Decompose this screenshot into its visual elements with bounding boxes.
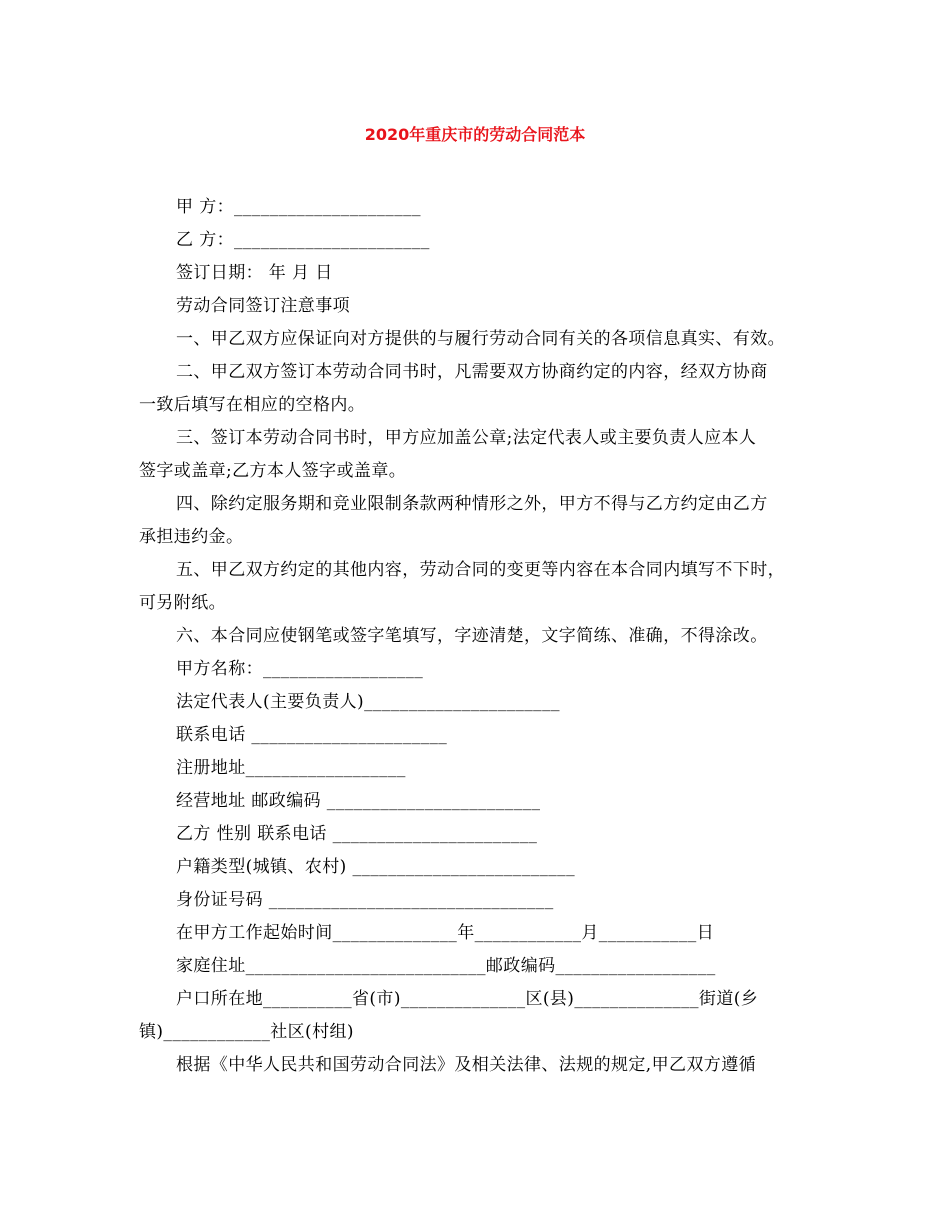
document-line: 户口所在地__________省(市)______________区(县)______________街道(乡 [176,989,759,1009]
document-line: 联系电话 ______________________ [176,725,448,745]
document-line: 注册地址__________________ [176,758,406,778]
document-line: 签订日期： 年 月 日 [176,263,333,283]
document-line: 六、本合同应使钢笔或签字笔填写，字迹清楚，文字简练、准确，不得涂改。 [176,626,768,646]
document-line: 一致后填写在相应的空格内。 [139,395,366,415]
document-line: 二、甲乙双方签订本劳动合同书时，凡需要双方协商约定的内容，经双方协商 [176,362,768,382]
document-body [139,191,815,1082]
document-line: 甲 方：_____________________ [176,197,421,217]
document-line: 法定代表人(主要负责人)______________________ [176,692,560,712]
document-line: 劳动合同签订注意事项 [176,296,350,316]
document-line: 四、除约定服务期和竞业限制条款两种情形之外，甲方不得与乙方约定由乙方 [176,494,768,514]
document-title: 2020年重庆市的劳动合同范本 [364,125,586,144]
document-line: 五、甲乙双方约定的其他内容，劳动合同的变更等内容在本合同内填写不下时， [176,560,785,580]
document-line: 经营地址 邮政编码 ________________________ [176,791,541,811]
document-line: 根据《中华人民共和国劳动合同法》及相关法律、法规的规定,甲乙双方遵循 [176,1055,757,1075]
document-line: 三、签订本劳动合同书时，甲方应加盖公章;法定代表人或主要负责人应本人 [176,428,757,448]
document-line: 承担违约金。 [139,527,244,547]
document-line: 在甲方工作起始时间______________年____________月___________日 [176,923,715,943]
document-line: 乙 方：______________________ [176,230,430,250]
document-line: 镇)____________社区(村组) [139,1022,354,1042]
document-line: 户籍类型(城镇、农村) _________________________ [176,857,575,877]
document-line: 乙方 性别 联系电话 _______________________ [176,824,538,844]
document-line: 家庭住址___________________________邮政编码__________________ [176,956,716,976]
document-line: 一、甲乙双方应保证向对方提供的与履行劳动合同有关的各项信息真实、有效。 [176,329,785,349]
document-line: 甲方名称：__________________ [176,659,424,679]
document-line: 可另附纸。 [139,593,226,613]
document-line: 身份证号码 ________________________________ [176,890,554,910]
document-line: 签字或盖章;乙方本人签字或盖章。 [139,461,407,481]
